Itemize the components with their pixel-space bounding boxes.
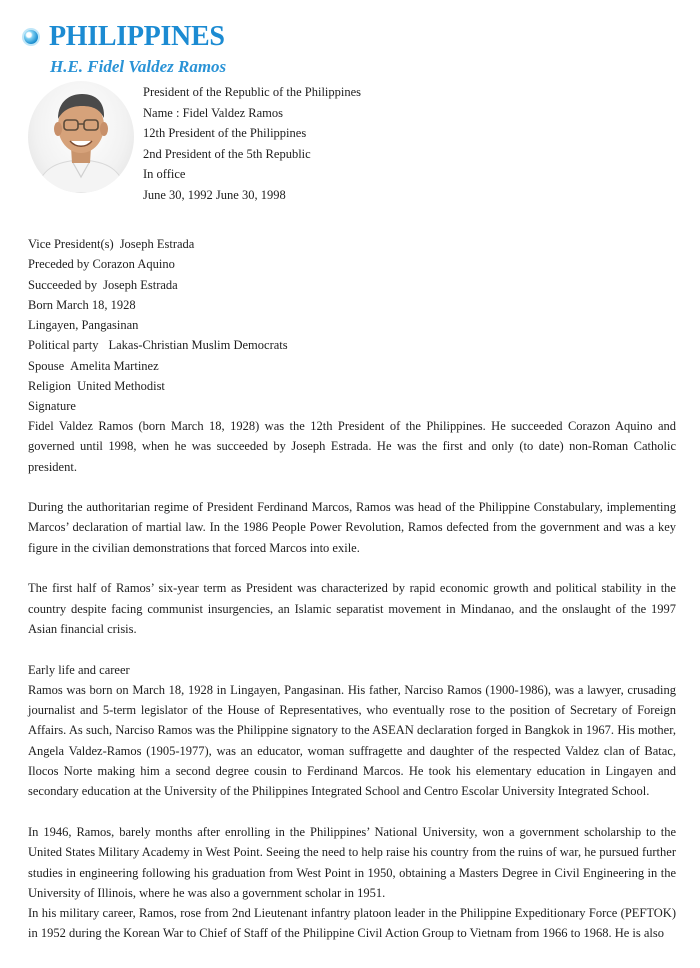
fact-label: Political party <box>28 338 99 353</box>
fact-list <box>28 234 668 417</box>
section-heading-early-life: Early life and career <box>28 662 130 677</box>
info-line: In office <box>143 167 186 182</box>
paragraph-military-career: In his military career, Ramos, rose from 2nd Lieutenant infantry platoon leader in the Philippine Expeditionary Force (PEFTOK) in 1952 during the Korean War to Chief of Staff of the Philippine Civil Action Group to Vietnam from 1966 to 1968. He is also <box>28 906 676 941</box>
fact-religion <box>28 376 668 396</box>
fact-party <box>28 335 668 355</box>
paragraph-early-life: Ramos was born on March 18, 1928 in Lingayen, Pangasinan. His father, Narciso Ramos (1900-1986), was a lawyer, crusading journalist and 5-term legislator of the House of Representatives, who eventually rose to the position of Secretary of Foreign Affairs. As such, Narciso Ramos was the Philippine signatory to the ASEAN declaration forged in Bangkok in 1967. His mother, Angela Valdez-Ramos (1905-1977), was an educator, woman suffragette and daughter of the respected Valdez clan of Batac, Ilocos Norte making him a second degree cousin to Ferdinand Marcos. He took his elementary education in Lingayen and secondary education at the University of the Philippines Integrated School and Centro Escolar University Integrated School. <box>28 682 676 799</box>
fact-vice-president <box>28 234 668 254</box>
fact-birthplace: Lingayen, Pangasinan <box>28 318 139 333</box>
info-line: 12th President of the Philippines <box>143 126 307 141</box>
info-line: June 30, 1992 June 30, 1998 <box>143 187 286 202</box>
portrait-illustration <box>28 81 134 193</box>
bullet-icon <box>24 30 38 44</box>
fact-label: Religion <box>28 379 72 394</box>
paragraph-education: In 1946, Ramos, barely months after enrolling in the Philippines’ National University, won a government scholarship to the United States Military Academy in West Point. Seeing the need to help raise his country from the ruins of war, he pursued further studies in engineering following his graduation from West Point in 1950, obtaining a Masters Degree in Civil Engineering in the University of Illinois, where he was also a government scholar in 1951. <box>28 824 676 900</box>
fact-label: Spouse <box>28 358 65 373</box>
office-summary <box>143 82 503 206</box>
fact-value: Lakas-Christian Muslim Democrats <box>108 338 288 353</box>
portrait-photo <box>28 81 134 193</box>
fact-signature: Signature <box>28 399 76 414</box>
fact-value: Amelita Martinez <box>70 358 159 373</box>
leader-name: H.E. Fidel Valdez Ramos <box>50 57 227 76</box>
country-heading <box>24 20 225 54</box>
fact-value: United Methodist <box>77 379 165 394</box>
fact-value: Joseph Estrada <box>119 237 195 251</box>
fact-value: Joseph Estrada <box>103 277 178 292</box>
fact-born: Born March 18, 1928 <box>28 297 136 312</box>
fact-succeeded <box>28 275 668 295</box>
paragraph-marcos-regime: During the authoritarian regime of President Ferdinand Marcos, Ramos was head of the Philippine Constabulary, implementing Marcos’ declaration of martial law. In the 1986 People Power Revolution, Ramos defected from the government and was a key figure in the civilian demonstrations that forced Marcos into exile. <box>28 500 676 555</box>
paragraph-presidency: The first half of Ramos’ six-year term as President was characterized by rapid economic growth and political stability in the country despite facing communist insurgencies, an Islamic separatist movement in Mindanao, and the onslaught of the 1997 Asian financial crisis. <box>28 581 676 636</box>
country-title: PHILIPPINES <box>49 21 225 52</box>
paragraph-intro: Fidel Valdez Ramos (born March 18, 1928) was the 12th President of the Philippines. He succeeded Corazon Aquino and governed until 1998, when he was succeeded by Joseph Estrada. He was the first and only (to date) non-Roman Catholic president. <box>28 419 676 474</box>
fact-spouse <box>28 356 668 376</box>
fact-label: Vice President(s) <box>28 237 114 251</box>
fact-preceded: Preceded by Corazon Aquino <box>28 257 175 272</box>
info-line: President of the Republic of the Philippines <box>143 85 362 99</box>
fact-label: Succeeded by <box>28 277 98 292</box>
biography-text <box>28 416 676 944</box>
info-line: Name : Fidel Valdez Ramos <box>143 105 284 120</box>
info-line: 2nd President of the 5th Republic <box>143 146 311 161</box>
